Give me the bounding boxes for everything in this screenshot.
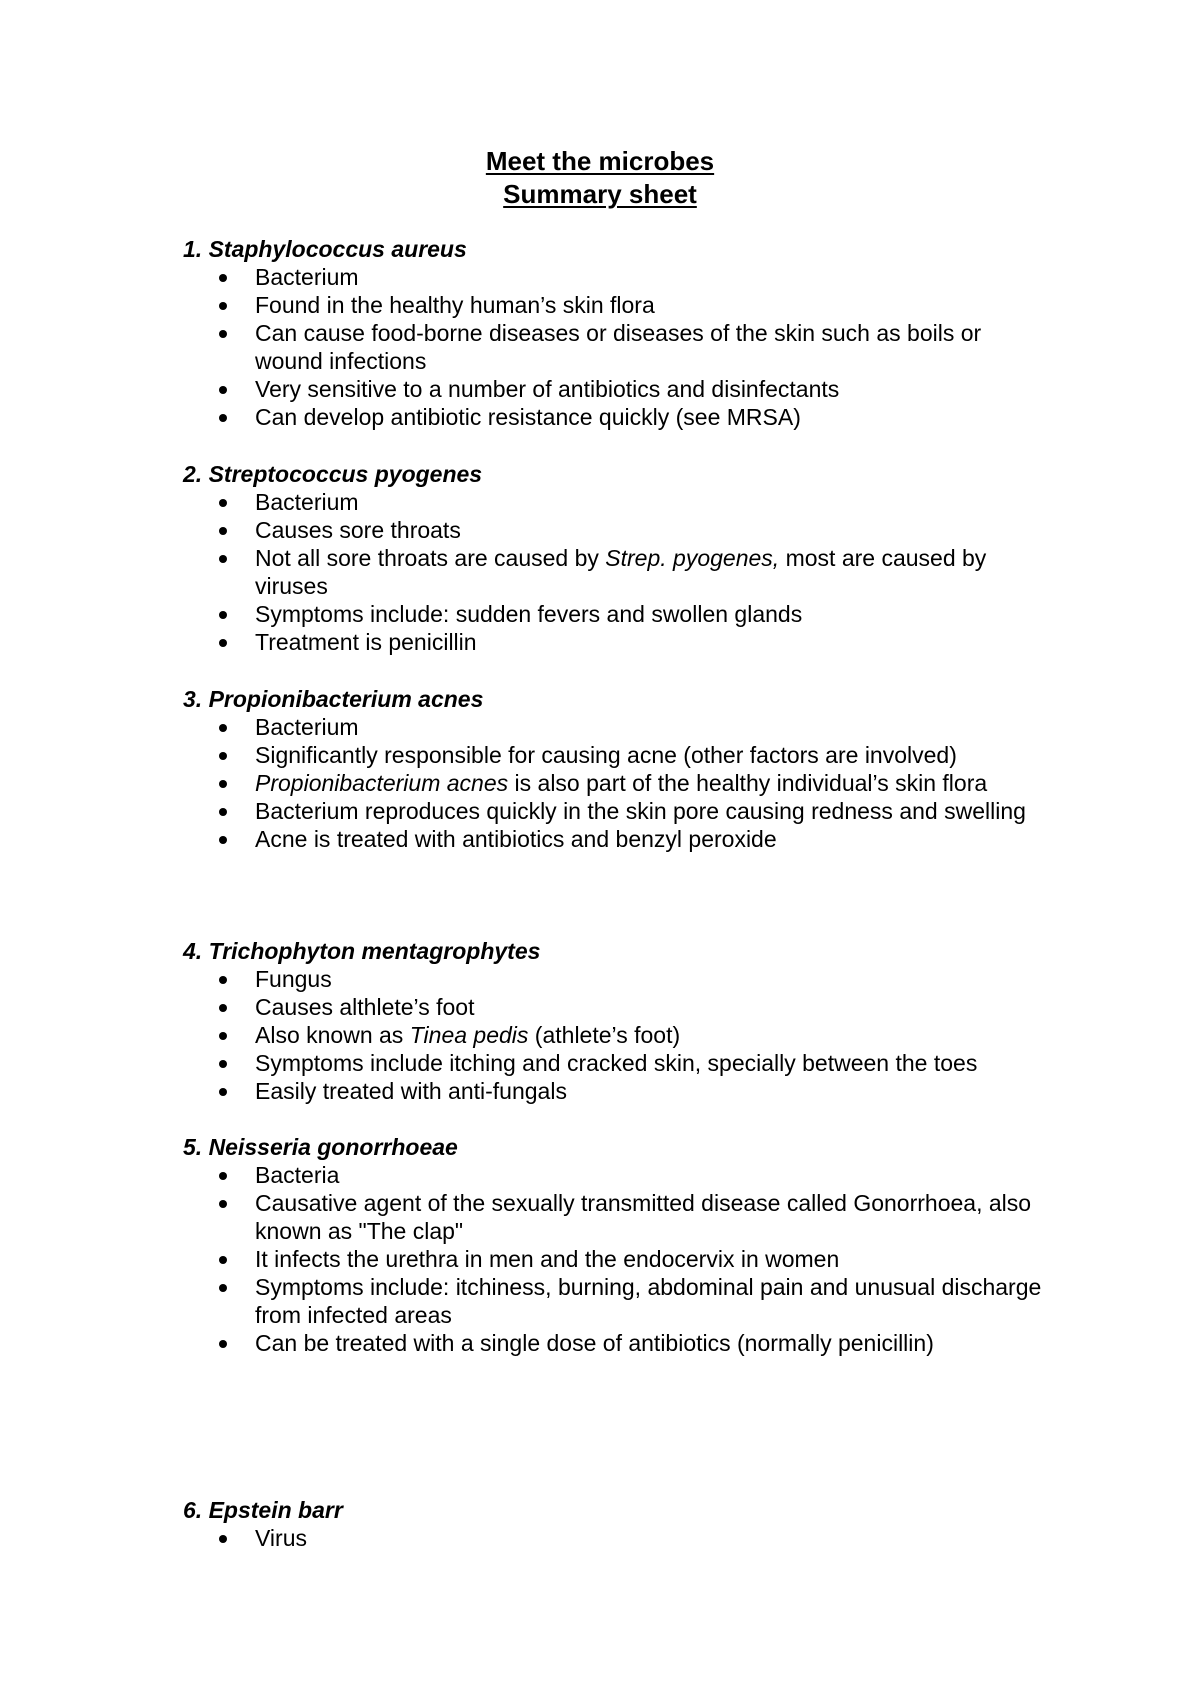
section-trichophyton-mentagrophytes [183, 937, 1053, 1105]
list-item-text: Bacterium [255, 489, 359, 515]
bullet-icon [219, 1060, 227, 1068]
list-item [183, 628, 1053, 656]
list-item [183, 1524, 1053, 1552]
list-item [183, 516, 1053, 544]
list-item-text-post: most are caused by viruses [255, 545, 987, 599]
bullet-icon [219, 752, 227, 760]
bullet-icon [219, 274, 227, 282]
bullet-icon [219, 1172, 227, 1180]
list-item-text-pre: Not all sore throats are caused by [255, 545, 606, 571]
list-item [183, 769, 1053, 797]
bullet-icon [219, 639, 227, 647]
list-item-text: It infects the urethra in men and the endocervix in women [255, 1246, 840, 1272]
bullet-icon [219, 1284, 227, 1292]
list-item-text-post: is also part of the healthy individual’s skin flora [508, 770, 988, 796]
bullet-list [183, 263, 1053, 431]
section-propionibacterium-acnes [183, 685, 1053, 853]
list-item-text: Bacterium [255, 714, 359, 740]
list-item-text: Symptoms include itching and cracked skin, specially between the toes [255, 1050, 978, 1076]
list-item-text: Very sensitive to a number of antibiotics and disinfectants [255, 376, 840, 402]
list-item [183, 1273, 1053, 1329]
section-staphylococcus-aureus [183, 235, 1053, 431]
bullet-icon [219, 330, 227, 338]
page-subtitle: Summary sheet [503, 179, 697, 209]
bullet-list [183, 713, 1053, 853]
list-item-text-post: (athlete’s foot) [528, 1022, 681, 1048]
list-item [183, 1077, 1053, 1105]
bullet-icon [219, 1004, 227, 1012]
list-item-text: Bacteria [255, 1162, 340, 1188]
bullet-icon [219, 780, 227, 788]
list-item [183, 291, 1053, 319]
list-item-text: Significantly responsible for causing acne (other factors are involved) [255, 742, 957, 768]
bullet-list [183, 1524, 1053, 1552]
list-item [183, 825, 1053, 853]
list-item [183, 263, 1053, 291]
list-item [183, 1245, 1053, 1273]
list-item [183, 488, 1053, 516]
list-item [183, 319, 1053, 375]
bullet-icon [219, 302, 227, 310]
list-item-text: Can be treated with a single dose of antibiotics (normally penicillin) [255, 1330, 934, 1356]
bullet-icon [219, 1088, 227, 1096]
section-heading: 1. Staphylococcus aureus [183, 236, 467, 262]
list-item [183, 993, 1053, 1021]
species-name: Tinea pedis [409, 1022, 529, 1048]
list-item [183, 403, 1053, 431]
list-item [183, 1329, 1053, 1357]
list-item [183, 1021, 1053, 1049]
list-item-text: Causative agent of the sexually transmitted disease called Gonorrhoea, also known as "The clap" [255, 1190, 1032, 1244]
section-heading: 4. Trichophyton mentagrophytes [183, 938, 541, 964]
list-item [183, 600, 1053, 628]
bullet-icon [219, 836, 227, 844]
list-item-text: Easily treated with anti-fungals [255, 1078, 567, 1104]
list-item-text: Symptoms include: sudden fevers and swollen glands [255, 601, 803, 627]
section-epstein-barr [183, 1496, 1053, 1552]
section-heading: 5. Neisseria gonorrhoeae [183, 1134, 458, 1160]
bullet-icon [219, 1256, 227, 1264]
list-item [183, 797, 1053, 825]
species-name: Propionibacterium acnes [255, 770, 509, 796]
list-item-text: Can develop antibiotic resistance quickly (see MRSA) [255, 404, 801, 430]
bullet-icon [219, 499, 227, 507]
bullet-icon [219, 976, 227, 984]
bullet-icon [219, 1200, 227, 1208]
section-streptococcus-pyogenes [183, 460, 1053, 656]
list-item-text: Fungus [255, 966, 332, 992]
list-item [183, 1049, 1053, 1077]
list-item-text: Virus [255, 1525, 307, 1551]
section-heading: 3. Propionibacterium acnes [183, 686, 484, 712]
title-block [0, 145, 1200, 211]
bullet-icon [219, 611, 227, 619]
list-item-text: Acne is treated with antibiotics and benzyl peroxide [255, 826, 777, 852]
list-item-text: Bacterium reproduces quickly in the skin pore causing redness and swelling [255, 798, 1026, 824]
bullet-icon [219, 1340, 227, 1348]
bullet-list [183, 488, 1053, 656]
bullet-icon [219, 527, 227, 535]
list-item-text: Can cause food-borne diseases or diseases of the skin such as boils or wound infections [255, 320, 982, 374]
bullet-icon [219, 724, 227, 732]
bullet-icon [219, 1535, 227, 1543]
page-title: Meet the microbes [485, 146, 715, 176]
list-item-text: Treatment is penicillin [255, 629, 477, 655]
list-item-text: Symptoms include: itchiness, burning, abdominal pain and unusual discharge from infected areas [255, 1274, 1042, 1328]
section-heading: 6. Epstein barr [183, 1497, 343, 1523]
section-neisseria-gonorrhoeae [183, 1133, 1053, 1357]
list-item [183, 544, 1053, 600]
list-item [183, 713, 1053, 741]
species-name: Strep. pyogenes, [605, 545, 780, 571]
list-item-text-pre: Also known as [255, 1022, 410, 1048]
bullet-icon [219, 386, 227, 394]
list-item [183, 1161, 1053, 1189]
bullet-icon [219, 555, 227, 563]
bullet-icon [219, 808, 227, 816]
list-item [183, 375, 1053, 403]
bullet-list [183, 1161, 1053, 1357]
bullet-icon [219, 414, 227, 422]
bullet-list [183, 965, 1053, 1105]
list-item [183, 965, 1053, 993]
section-heading: 2. Streptococcus pyogenes [183, 461, 483, 487]
list-item [183, 1189, 1053, 1245]
list-item-text: Causes sore throats [255, 517, 461, 543]
list-item-text: Found in the healthy human’s skin flora [255, 292, 655, 318]
list-item-text: Causes althlete’s foot [255, 994, 475, 1020]
bullet-icon [219, 1032, 227, 1040]
list-item-text: Bacterium [255, 264, 359, 290]
list-item [183, 741, 1053, 769]
